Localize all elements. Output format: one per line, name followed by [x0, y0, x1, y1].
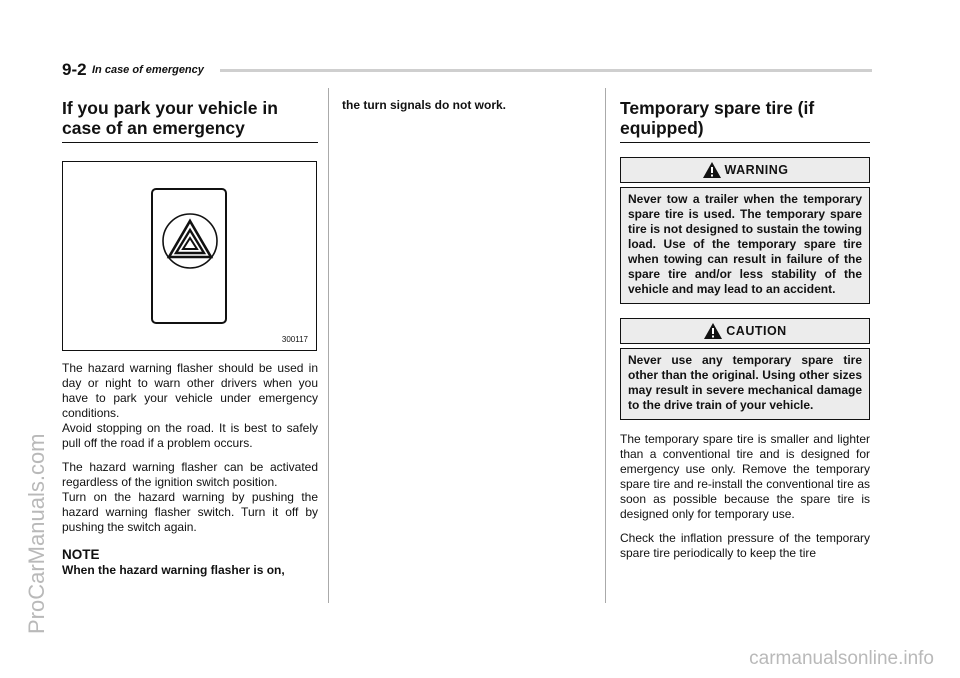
header-rule [220, 69, 872, 72]
page-header [62, 60, 872, 80]
watermark-side: ProCarManuals.com [24, 433, 49, 634]
note-text: When the hazard warning flasher is on, [62, 563, 285, 577]
figure-id: 300117 [281, 335, 308, 344]
column-divider [328, 88, 329, 603]
caution-text: Never use any temporary spare tire other than the original. Using other sizes may result in severe mechanical damage to the drive train of your vehicle. [628, 353, 862, 412]
paragraph: The hazard warning flasher should be used in day or night to warn other drivers when you have to park your vehicle under emergency conditions. [62, 361, 318, 420]
section-title: Temporary spare tire (if equipped) [620, 98, 870, 143]
caution-header [620, 318, 870, 344]
warning-text: Never tow a trailer when the temporary spare tire is used. The temporary spare tire is not designed to sustain the towing load. Use of the temporary spare tire when towing can result in failure of the spare tire and/or less stability of the vehicle and may lead to an accident. [628, 192, 862, 296]
hazard-triangle-icon [160, 212, 220, 270]
hazard-switch-figure [62, 161, 317, 351]
watermark-bottom: carmanualsonline.info [749, 648, 934, 669]
section-name: In case of emergency [92, 64, 204, 76]
left-column [62, 98, 318, 578]
paragraph: Avoid stopping on the road. It is best to safely pull off the road if a problem occurs. [62, 421, 318, 450]
caution-label: CAUTION [726, 324, 787, 338]
column-divider [605, 88, 606, 603]
middle-column [342, 98, 594, 113]
right-column [620, 98, 870, 561]
page-number: 9-2 [62, 60, 87, 79]
note-continued: the turn signals do not work. [342, 98, 507, 112]
note-title: NOTE [62, 547, 100, 562]
warning-box [620, 187, 870, 304]
warning-header [620, 157, 870, 183]
caution-box [620, 348, 870, 420]
section-title: If you park your vehicle in case of an emergency [62, 98, 318, 143]
paragraph: Turn on the hazard warning by pushing the hazard warning flasher switch. Turn it off by pushing the switch again. [62, 490, 318, 534]
warning-label: WARNING [724, 163, 789, 177]
caution-triangle-icon [703, 322, 723, 340]
warning-triangle-icon [702, 161, 722, 179]
hazard-switch-illustration [151, 188, 227, 324]
paragraph: Check the inflation pressure of the temporary spare tire periodically to keep the tire [620, 531, 870, 560]
paragraph: The temporary spare tire is smaller and lighter than a conventional tire and is designed for emergency use only. Remove the temporary spare tire and re-install the conventional tire as soon as possible because the spare tire is designed only for temporary use. [620, 432, 870, 521]
paragraph: The hazard warning flasher can be activated regardless of the ignition switch position. [62, 460, 318, 489]
